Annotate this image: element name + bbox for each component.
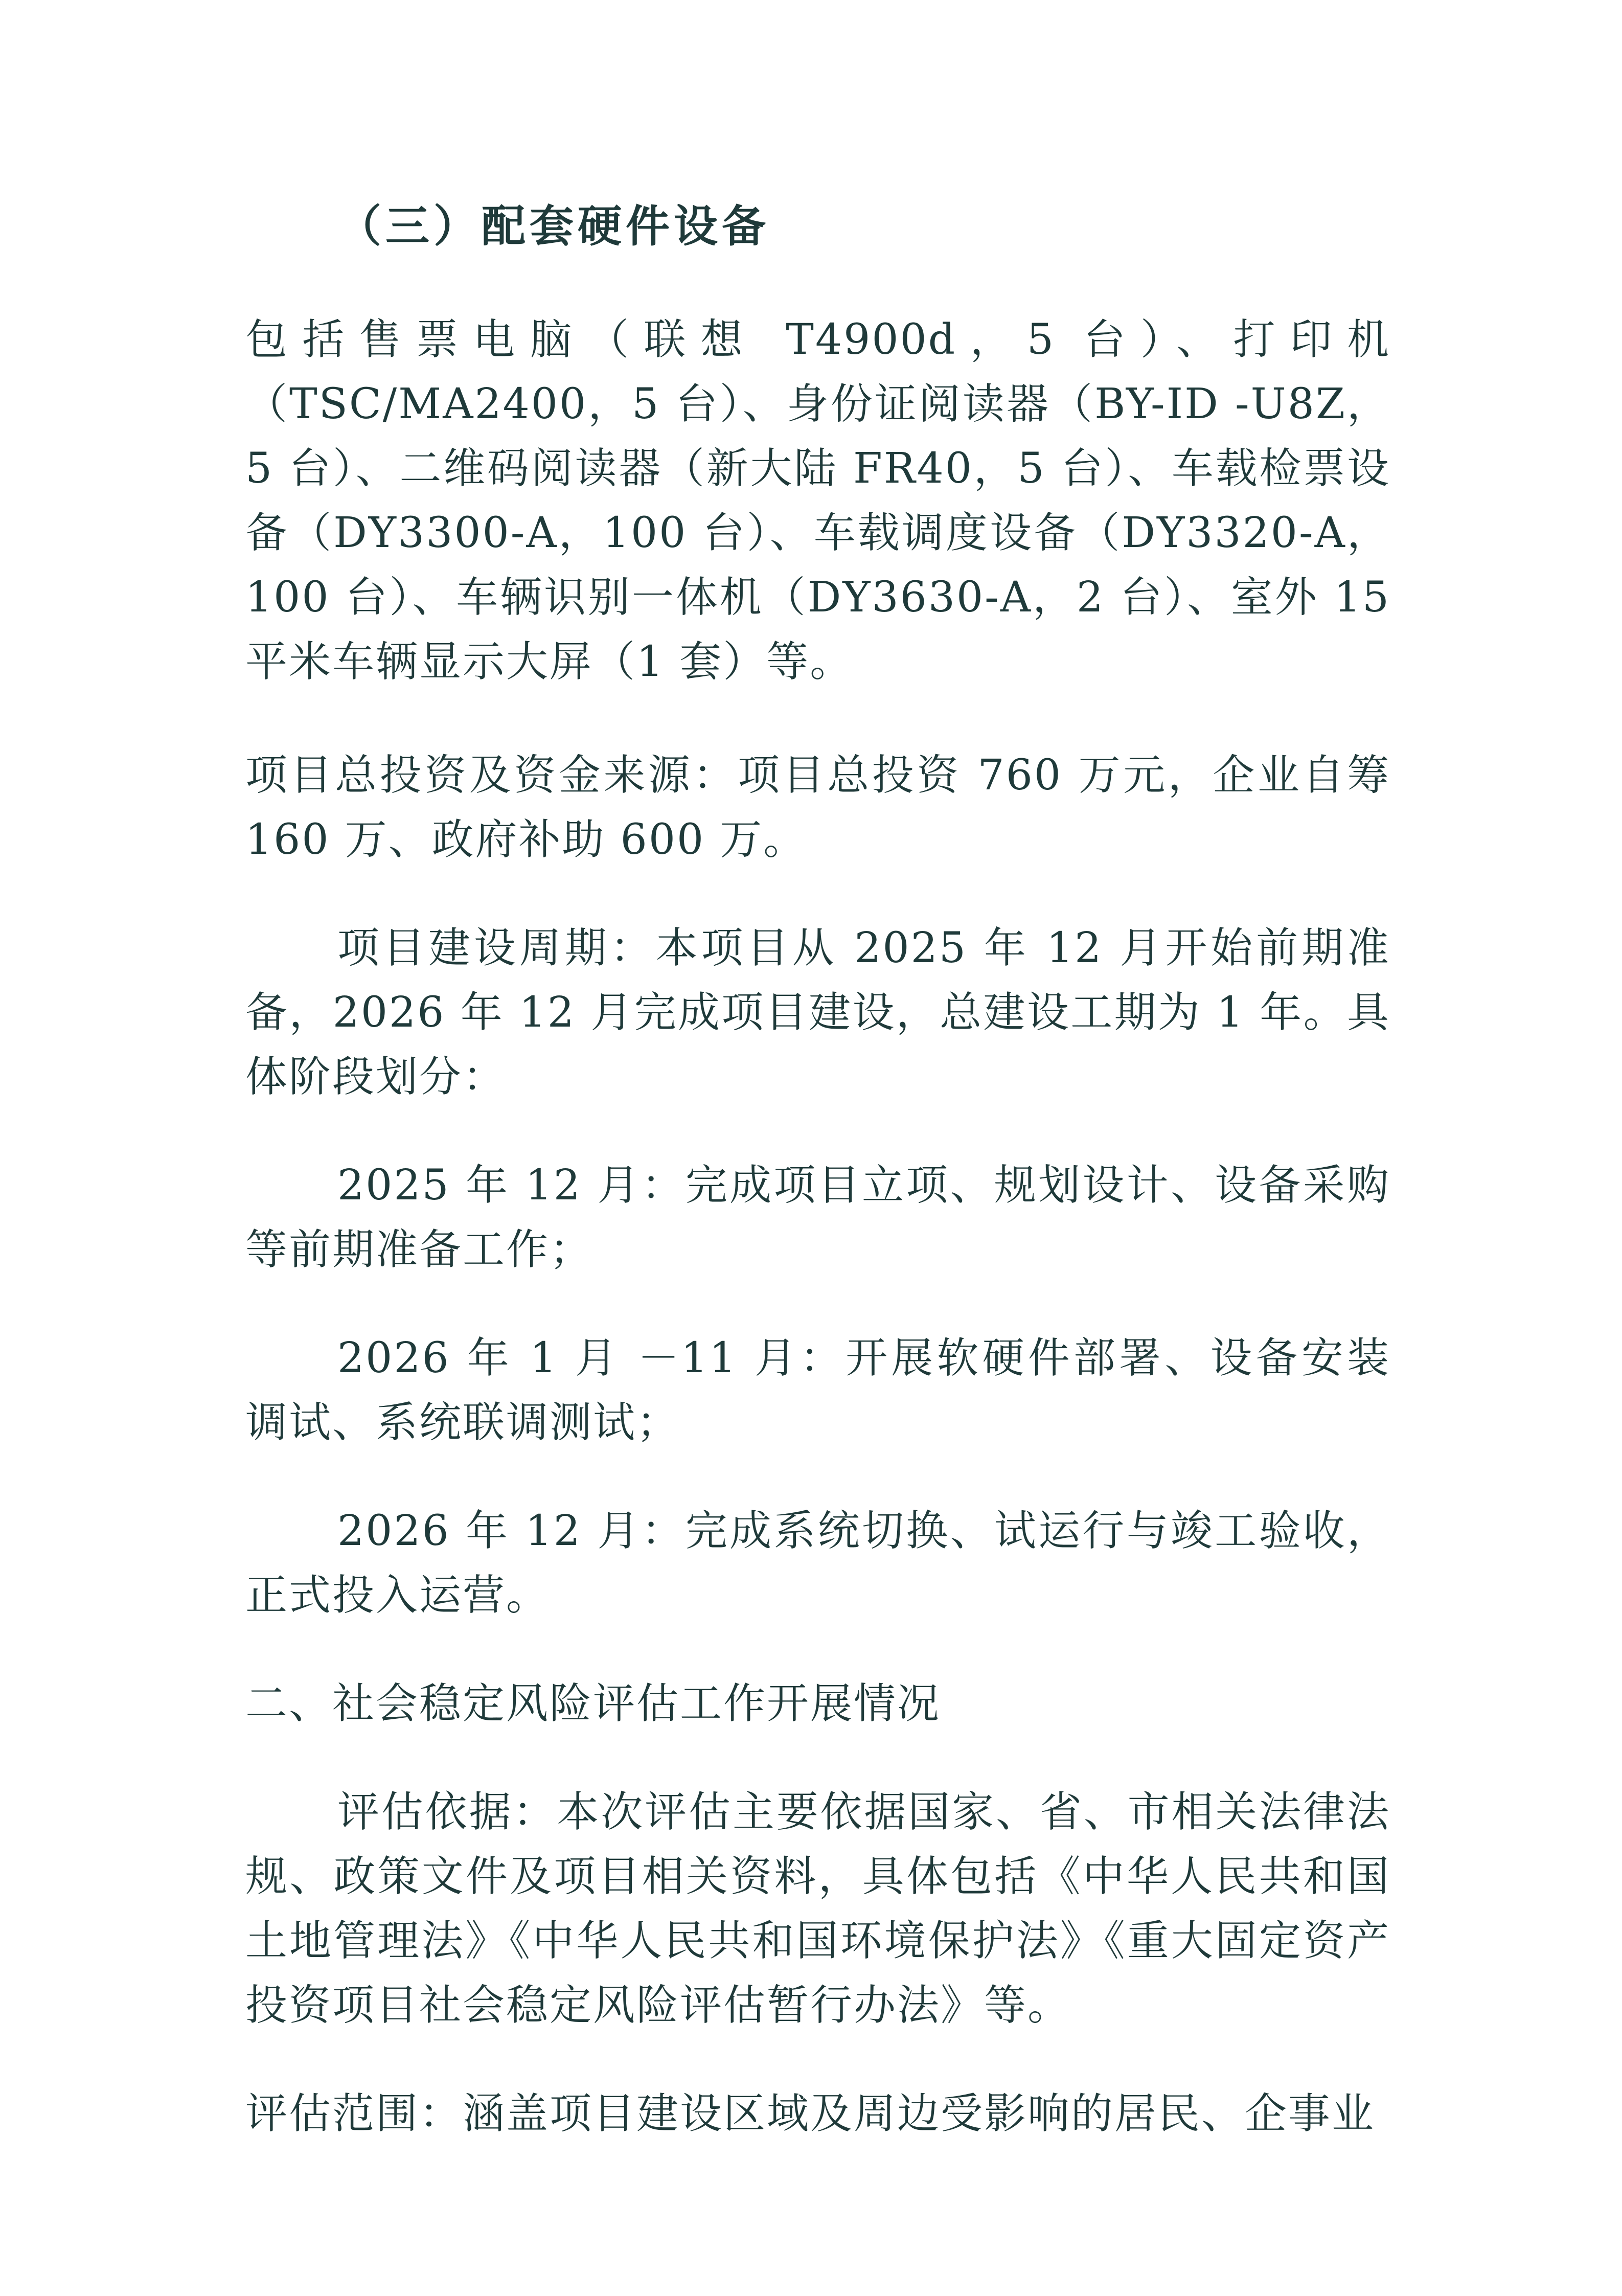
paragraph-assessment-basis: 评估依据：本次评估主要依据国家、省、市相关法律法规、政策文件及项目相关资料，具体包括《中华人民共和国土地管理法》《中华人民共和国环境保护法》《重大固定资产投资项目社会稳定风险评估暂行办法》等。 bbox=[245, 1788, 1390, 2030]
paragraph-investment: 项目总投资及资金来源：项目总投资 760 万元，企业自筹 160 万、政府补助 600 万。 bbox=[245, 751, 1390, 864]
document-page bbox=[245, 194, 1390, 2146]
section-heading: （三）配套硬件设备 bbox=[337, 200, 770, 252]
section-heading-risk-assessment: 二、社会稳定风险评估工作开展情况 bbox=[245, 1679, 941, 1728]
paragraph-hardware-list: 包括售票电脑（联想 T4900d，5 台）、打印机（TSC/MA2400，5 台）、身份证阅读器（BY-ID -U8Z，5 台）、二维码阅读器（新大陆 FR40，5 台）、车载检票设备（DY3300-A，100 台）、车载调度设备（DY3320-A，100 台）、车辆识别一体机（DY3630-A，2 台）、室外 15 平米车辆显示大屏（1 套）等。 bbox=[245, 315, 1390, 686]
paragraph-phase-1: 2025 年 12 月：完成项目立项、规划设计、设备采购等前期准备工作； bbox=[245, 1161, 1390, 1274]
paragraph-assessment-scope: 评估范围：涵盖项目建设区域及周边受影响的居民、企事业 bbox=[245, 2089, 1376, 2138]
paragraph-construction-period: 项目建设周期：本项目从 2025 年 12 月开始前期准备，2026 年 12 月完成项目建设，总建设工期为 1 年。具体阶段划分： bbox=[245, 924, 1390, 1101]
paragraph-phase-3: 2026 年 12 月：完成系统切换、试运行与竣工验收，正式投入运营。 bbox=[245, 1507, 1390, 1620]
paragraph-phase-2: 2026 年 1 月 －11 月：开展软硬件部署、设备安装调试、系统联调测试； bbox=[245, 1334, 1390, 1447]
